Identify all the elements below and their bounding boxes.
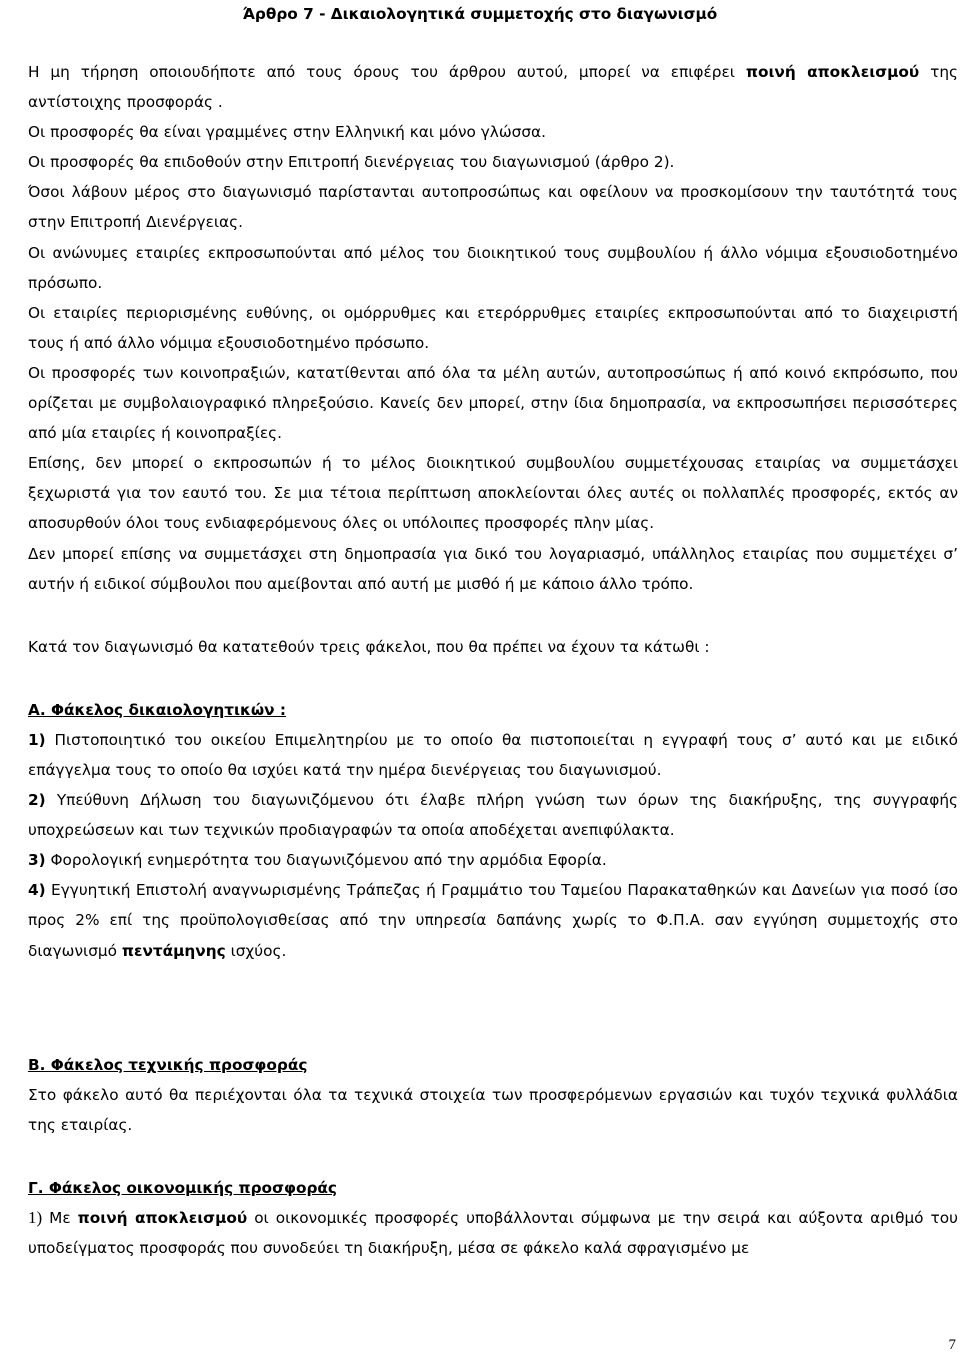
intro-text: Η μη τήρηση οποιουδήποτε από τους όρους του άρθρου αυτού, μπορεί να επιφέρει: [28, 63, 746, 81]
item-text: Φορολογική ενημερότητα του διαγωνιζόμενου από την αρμόδια Εφορία.: [45, 851, 607, 870]
document-body: [28, 57, 958, 1263]
item-text: Υπεύθυνη Δήλωση του διαγωνιζόμενου ότι έλαβε πλήρη γνώση των όρων της διακήρυξης, της συγγραφής υποχρεώσεων και των τεχνικών προδιαγραφών τα οποία αποδέχεται ανεπιφύλακτα.: [28, 791, 958, 840]
duration-emphasis: πεντάμηνης: [121, 941, 226, 960]
section-b-heading: Β. Φάκελος τεχνικής προσφοράς: [28, 1055, 308, 1074]
submission-paragraph: Οι προσφορές θα επιδοθούν στην Επιτροπή διενέργειας του διαγωνισμού (άρθρο 2).: [28, 153, 675, 172]
section-a-item-3: [28, 845, 958, 875]
language-paragraph: Οι προσφορές θα είναι γραμμένες στην Ελληνική και μόνο γλώσσα.: [28, 123, 546, 142]
ltd-companies-paragraph: Οι εταιρίες περιορισμένης ευθύνης, οι ομόρρυθμες και ετερόρρυθμες εταιρίες εκπροσωπούνται από το διαχειριστή τους ή από άλλο νόμιμα εξουσιοδοτημένο πρόσωπο.: [28, 303, 958, 352]
item-number: 1): [28, 1208, 43, 1227]
board-members-paragraph: Επίσης, δεν μπορεί ο εκπροσωπών ή το μέλος διοικητικού συμβουλίου συμμετέχουσας εταιρίας να συμμετάσχει ξεχωριστά για τον εαυτό του. Σε μια τέτοια περίπτωση αποκλείονται όλες αυτές οι πολλαπλές προσφορές, εκτός αν αποσυρθούν όλοι τους ενδιαφερόμενους όλες οι υπόλοιπες προσφορές πλην μίας.: [28, 454, 958, 533]
penalty-emphasis: ποινή αποκλεισμού: [77, 1209, 248, 1227]
attendance-paragraph: Όσοι λάβουν μέρος στο διαγωνισμό παρίστανται αυτοπροσώπως και οφείλουν να προσκομίσουν την ταυτότητά τους στην Επιτροπή Διενέργειας.: [28, 183, 958, 232]
section-b-text: Στο φάκελο αυτό θα περιέχονται όλα τα τεχνικά στοιχεία των προσφερόμενων εργασιών και τυχόν τεχνικά φυλλάδια της εταιρίας.: [28, 1085, 958, 1134]
item-number: 3): [28, 851, 46, 870]
intro-paragraph: [28, 57, 958, 117]
item-text-start: Με: [42, 1209, 78, 1227]
article-title: Άρθρο 7 - Δικαιολογητικά συμμετοχής στο διαγωνισμό: [242, 5, 718, 23]
item-text: Εγγυητική Επιστολή αναγνωρισμένης Τράπεζας ή Γραμμάτιο του Ταμείου Παρακαταθηκών και Δανείων για ποσό ίσο προς 2% επί της προϋπολογισθείσας από την υπηρεσία δαπάνης χωρίς το Φ.Π.Α. σαν εγγύηση συμμετοχής στο διαγωνισμό: [28, 881, 958, 960]
joint-ventures-paragraph: Οι προσφορές των κοινοπραξιών, κατατίθενται από όλα τα μέλη αυτών, αυτοπροσώπως ή από κοινό εκπρόσωπο, που ορίζεται με συμβολαιογραφικό πληρεξούσιο. Κανείς δεν μπορεί, στην ίδια δημοπρασία, να εκπροσωπήσει περισσότερες από μία εταιρίες ή κοινοπραξίες.: [28, 363, 958, 443]
envelopes-intro: Κατά τον διαγωνισμό θα κατατεθούν τρεις φάκελοι, που θα πρέπει να έχουν τα κάτωθι :: [28, 637, 710, 656]
section-a-heading: Α. Φάκελος δικαιολογητικών :: [28, 700, 287, 719]
section-a-item-4: [28, 875, 958, 965]
item-number: 1): [28, 730, 46, 749]
item-text: οι οικονομικές προσφορές υποβάλλονται σύμφωνα με την σειρά και αύξοντα αριθμό του υποδείγματος προσφοράς που συνοδεύει τη διακήρυξη, μέσα σε φάκελο καλά σφραγισμένο με: [28, 1209, 958, 1258]
intro-text-end: της αντίστοιχης προσφοράς .: [28, 63, 959, 112]
penalty-emphasis: ποινή αποκλεισμού: [745, 63, 920, 81]
item-number: 2): [28, 791, 46, 810]
item-number: 4): [28, 881, 46, 900]
section-a-item-2: [28, 785, 958, 845]
section-c-heading: Γ. Φάκελος οικονομικής προσφοράς: [28, 1178, 337, 1197]
employees-paragraph: Δεν μπορεί επίσης να συμμετάσχει στη δημοπρασία για δικό του λογαριασμό, υπάλληλος εταιρίας που συμμετέχει σ’ αυτήν ή ειδικοί σύμβουλοι που αμείβονται από αυτή με μισθό ή με κάποιο άλλο τρόπο.: [28, 544, 958, 593]
item-text-end: ισχύος.: [225, 941, 287, 960]
page-number: 7: [948, 1337, 956, 1353]
item-text: Πιστοποιητικό του οικείου Επιμελητηρίου με το οποίο θα πιστοποιείται η εγγραφή τους σ’ αυτό και με ειδικό επάγγελμα τους το οποίο θα ισχύει κατά την ημέρα διενέργειας του διαγωνισμού.: [28, 730, 958, 779]
section-c-item-1: [28, 1203, 958, 1263]
section-a-item-1: [28, 725, 958, 785]
sa-companies-paragraph: Οι ανώνυμες εταιρίες εκπροσωπούνται από μέλος του διοικητικού τους συμβουλίου ή άλλο νόμιμα εξουσιοδοτημένο πρόσωπο.: [28, 243, 958, 292]
